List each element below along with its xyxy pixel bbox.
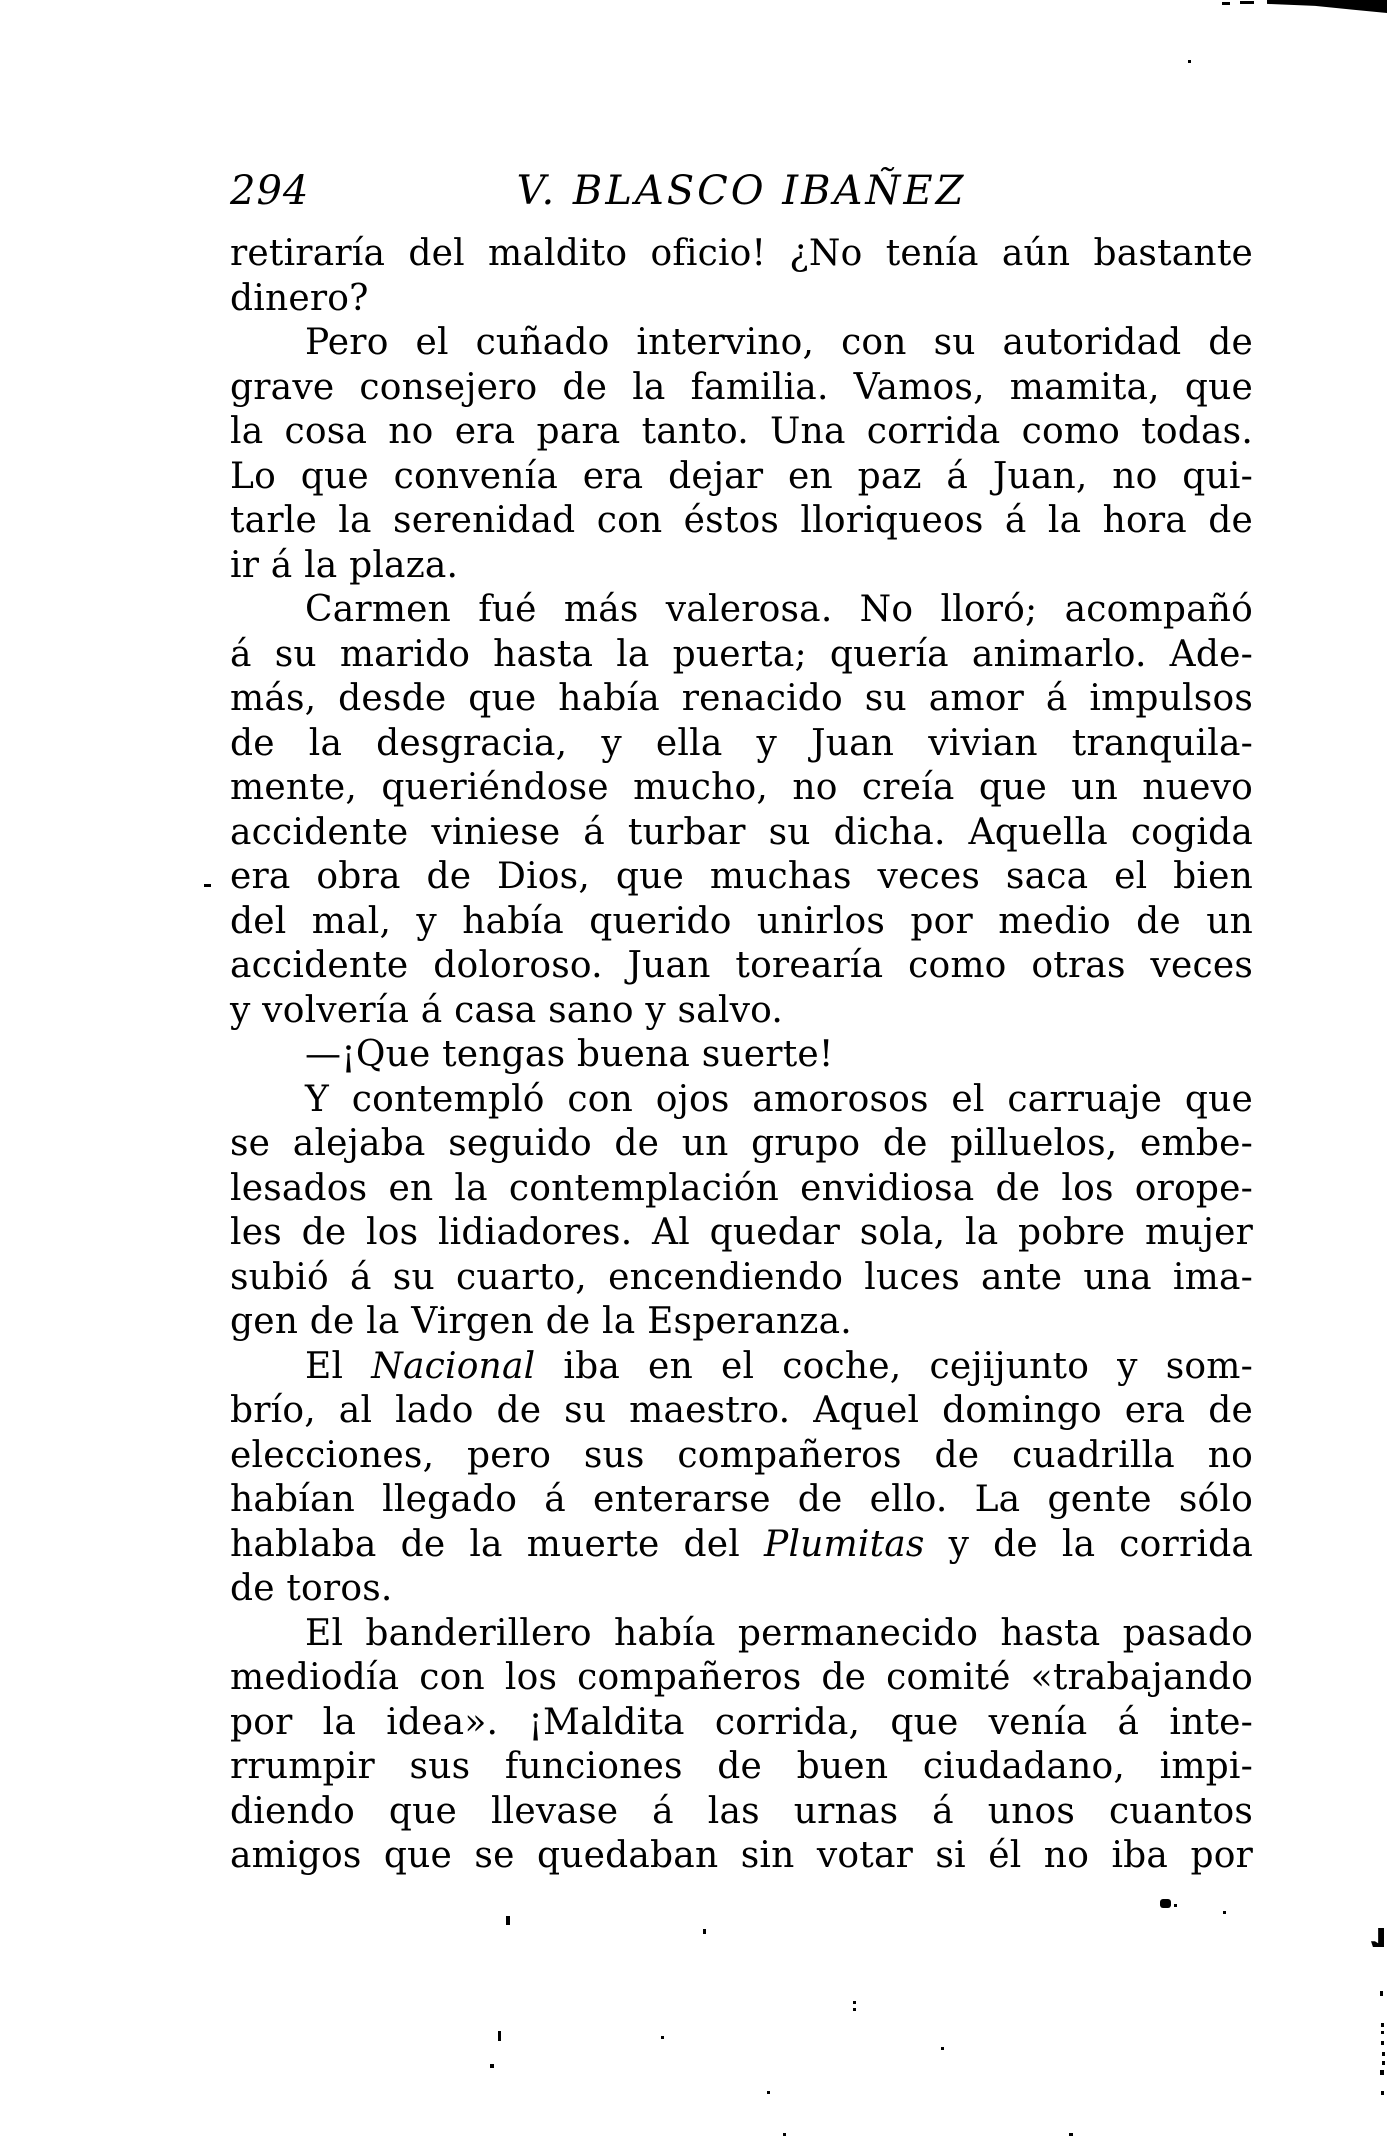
scan-speck xyxy=(506,1916,510,1925)
text-line: accidente doloroso. Juan torearía como otras veces xyxy=(230,945,1253,986)
text-line: se alejaba seguido de un grupo de pilluelos, embe- xyxy=(230,1123,1253,1164)
text-block xyxy=(230,232,1253,1879)
text-line: mediodía con los compañeros de comité «trabajando xyxy=(230,1657,1253,1698)
text-line: habían llegado á enterarse de ello. La gente sólo xyxy=(230,1479,1253,1520)
text-line: por la idea». ¡Maldita corrida, que venía á inte- xyxy=(230,1701,1253,1743)
text-line: Carmen fué más valerosa. No lloró; acompañó xyxy=(305,589,1253,630)
scan-speck xyxy=(767,2091,770,2094)
text-line: amigos que se quedaban sin votar si él no iba por xyxy=(230,1835,1253,1876)
text-line: la cosa no era para tanto. Una corrida como todas. xyxy=(230,411,1253,452)
scan-speck xyxy=(1381,2041,1384,2045)
text-line: Pero el cuñado intervino, con su autoridad de xyxy=(305,322,1253,363)
scan-speck xyxy=(1381,2023,1384,2027)
text-line: Lo que convenía era dejar en paz á Juan, no qui- xyxy=(230,455,1253,497)
scan-speck xyxy=(1222,2,1230,5)
italic-text: Nacional xyxy=(371,1345,536,1387)
text-line: accidente viniese á turbar su dicha. Aquella cogida xyxy=(230,811,1253,853)
scan-speck xyxy=(1069,2133,1073,2136)
italic-text: Plumitas xyxy=(764,1523,925,1565)
scan-speck xyxy=(1380,1991,1383,1996)
scan-speck xyxy=(853,2001,856,2004)
text-line: mente, queriéndose mucho, no creía que un nuevo xyxy=(230,767,1253,808)
text-line: —¡Que tengas buena suerte! xyxy=(305,1034,834,1075)
scan-artifact-corner xyxy=(1267,0,1387,13)
text-line: hablaba de la muerte del Plumitas y de la corrida xyxy=(230,1523,1253,1565)
text-line: El Nacional iba en el coche, cejijunto y som- xyxy=(305,1345,1253,1387)
page-number: 294 xyxy=(230,168,310,214)
scan-speck xyxy=(490,2064,494,2068)
page-header xyxy=(230,168,1253,218)
text-line: diendo que llevase á las urnas á unos cuantos xyxy=(230,1790,1253,1832)
text-line: ir á la plaza. xyxy=(230,544,459,586)
scan-speck xyxy=(703,1929,706,1934)
scan-speck xyxy=(1371,1928,1384,1947)
text-line: del mal, y había querido unirlos por medio de un xyxy=(230,900,1253,942)
text-line: tarle la serenidad con éstos lloriqueos á la hora de xyxy=(230,500,1253,541)
text-line: á su marido hasta la puerta; quería animarlo. Ade- xyxy=(230,633,1253,675)
text-line: elecciones, pero sus compañeros de cuadrilla no xyxy=(230,1434,1253,1476)
text-line: y volvería á casa sano y salvo. xyxy=(230,989,783,1031)
scan-speck xyxy=(1188,60,1191,63)
text-line: rrumpir sus funciones de buen ciudadano, impi- xyxy=(230,1746,1253,1787)
text-line: Y contempló con ojos amorosos el carruaje que xyxy=(305,1078,1253,1120)
text-line: grave consejero de la familia. Vamos, mamita, que xyxy=(230,366,1253,408)
scan-speck xyxy=(1381,2091,1384,2095)
text-line: de toros. xyxy=(230,1568,393,1609)
scan-speck xyxy=(1380,2070,1384,2075)
text-line: lesados en la contemplación envidiosa de los orope- xyxy=(230,1167,1253,1209)
text-line: más, desde que había renacido su amor á impulsos xyxy=(230,678,1253,719)
scan-speck xyxy=(1382,2052,1385,2056)
text-line: les de los lidiadores. Al quedar sola, la pobre mujer xyxy=(230,1212,1253,1253)
running-title: V. BLASCO IBAÑEZ xyxy=(516,168,967,214)
text-line: subió á su cuarto, encendiendo luces ante una ima- xyxy=(230,1256,1253,1298)
scan-speck xyxy=(783,2133,786,2136)
text-line: brío, al lado de su maestro. Aquel domingo era de xyxy=(230,1390,1253,1431)
text-line: gen de la Virgen de la Esperanza. xyxy=(230,1301,852,1342)
scan-speck xyxy=(1240,1,1254,4)
scan-speck xyxy=(661,2036,664,2039)
text-line: dinero? xyxy=(230,277,369,319)
scan-speck xyxy=(1223,1911,1226,1914)
scan-speck xyxy=(1160,1899,1171,1908)
text-line: era obra de Dios, que muchas veces saca el bien xyxy=(230,856,1253,897)
scan-speck xyxy=(941,2047,944,2050)
scan-speck xyxy=(204,884,211,887)
text-line: de la desgracia, y ella y Juan vivian tranquila- xyxy=(230,722,1253,764)
text-line: El banderillero había permanecido hasta pasado xyxy=(305,1612,1253,1654)
scan-speck xyxy=(498,2031,501,2041)
text-line: retiraría del maldito oficio! ¿No tenía aún bastante xyxy=(230,233,1253,274)
scan-speck xyxy=(853,2008,856,2011)
scan-speck xyxy=(1174,1904,1177,1907)
scan-speck xyxy=(1381,2031,1384,2034)
scan-speck xyxy=(1382,2061,1385,2065)
